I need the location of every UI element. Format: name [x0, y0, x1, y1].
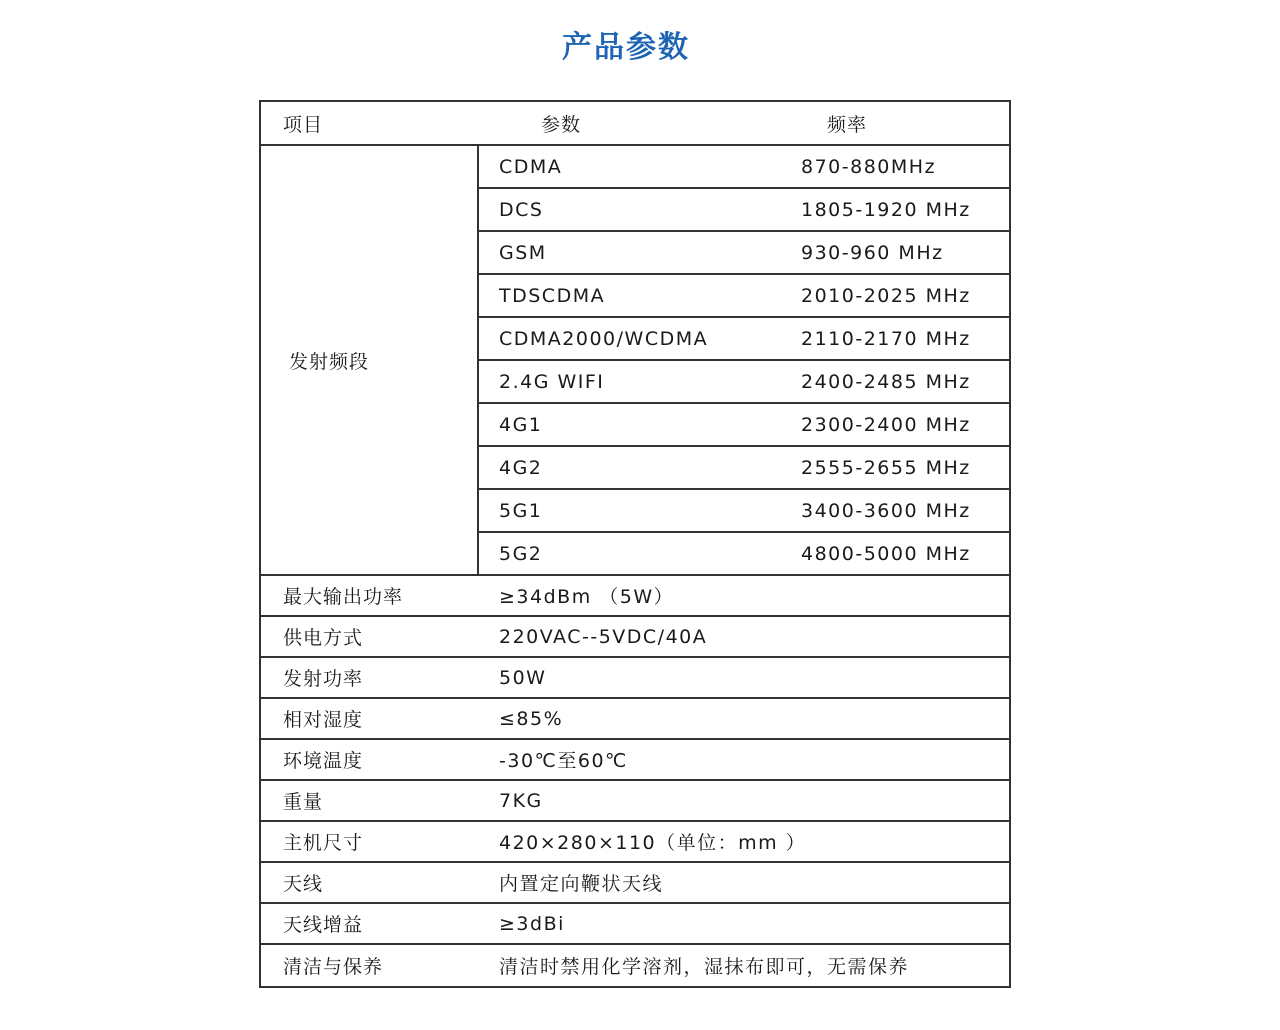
- spec-value: ≥34dBm （5W）: [499, 586, 675, 608]
- band-freq: 930-960 MHz: [801, 241, 944, 264]
- spec-value: ≤85%: [499, 707, 564, 730]
- band-param: CDMA2000/WCDMA: [499, 327, 709, 350]
- band-freq: 2010-2025 MHz: [801, 284, 971, 307]
- band-freq: 2555-2655 MHz: [801, 456, 971, 479]
- spec-row: [261, 863, 1009, 904]
- spec-value: 清洁时禁用化学溶剂，湿抹布即可，无需保养: [499, 956, 910, 978]
- spec-value: 220VAC--5VDC/40A: [499, 625, 708, 648]
- band-param: 5G2: [499, 542, 543, 565]
- spec-key: 发射功率: [283, 668, 364, 690]
- spec-key: 主机尺寸: [283, 832, 364, 854]
- spec-key: 天线增益: [283, 914, 364, 936]
- spec-row: [261, 781, 1009, 822]
- band-freq: 1805-1920 MHz: [801, 198, 971, 221]
- band-row: [479, 318, 1009, 361]
- band-param: 4G2: [499, 456, 543, 479]
- spec-value: 内置定向鞭状天线: [499, 873, 664, 895]
- band-rows: [479, 146, 1009, 574]
- band-row: [479, 146, 1009, 189]
- spec-row: [261, 658, 1009, 699]
- spec-key: 天线: [283, 873, 324, 895]
- band-row: [479, 533, 1009, 574]
- spec-key: 相对湿度: [283, 709, 364, 731]
- band-row: [479, 404, 1009, 447]
- band-freq: 3400-3600 MHz: [801, 499, 971, 522]
- header-param: 参数: [541, 113, 582, 136]
- band-freq: 2110-2170 MHz: [801, 327, 971, 350]
- spec-key: 清洁与保养: [283, 956, 384, 978]
- band-freq: 4800-5000 MHz: [801, 542, 971, 565]
- band-param: DCS: [499, 198, 544, 221]
- band-param: GSM: [499, 241, 547, 264]
- band-label: 发射频段: [261, 146, 479, 574]
- table-header: [261, 102, 1009, 146]
- header-freq: 频率: [827, 113, 868, 136]
- spec-row: [261, 904, 1009, 945]
- spec-row: [261, 740, 1009, 781]
- spec-value: 50W: [499, 666, 547, 689]
- band-row: [479, 361, 1009, 404]
- frequency-band-group: [261, 146, 1009, 576]
- band-param: 5G1: [499, 499, 543, 522]
- spec-row: [261, 617, 1009, 658]
- band-param: 4G1: [499, 413, 543, 436]
- spec-value: -30℃至60℃: [499, 750, 628, 772]
- band-freq: 870-880MHz: [801, 155, 937, 178]
- spec-key: 环境温度: [283, 750, 364, 772]
- spec-value: ≥3dBi: [499, 912, 565, 935]
- spec-value: 7KG: [499, 789, 543, 812]
- band-param: TDSCDMA: [499, 284, 606, 307]
- spec-key: 重量: [283, 791, 324, 813]
- header-item: 项目: [283, 113, 324, 136]
- band-freq: 2400-2485 MHz: [801, 370, 971, 393]
- spec-value: 420×280×110（单位：mm ）: [499, 832, 807, 854]
- band-row: [479, 490, 1009, 533]
- spec-key: 最大输出功率: [283, 586, 404, 608]
- band-freq: 2300-2400 MHz: [801, 413, 971, 436]
- spec-table: [259, 100, 1011, 988]
- page-title: 产品参数: [562, 30, 690, 65]
- spec-row: [261, 945, 1009, 986]
- spec-key: 供电方式: [283, 627, 364, 649]
- band-row: [479, 232, 1009, 275]
- spec-rows: [261, 576, 1009, 986]
- spec-row: [261, 576, 1009, 617]
- spec-row: [261, 699, 1009, 740]
- band-row: [479, 275, 1009, 318]
- band-param: CDMA: [499, 155, 563, 178]
- band-row: [479, 189, 1009, 232]
- spec-row: [261, 822, 1009, 863]
- band-row: [479, 447, 1009, 490]
- band-param: 2.4G WIFI: [499, 370, 605, 393]
